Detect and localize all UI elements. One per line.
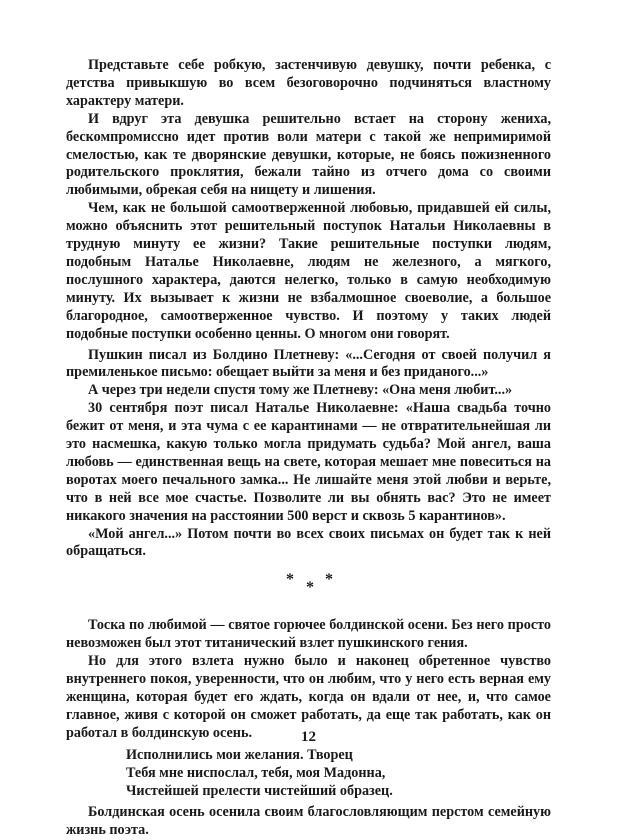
section-separator bbox=[66, 567, 551, 609]
paragraph: И вдруг эта девушка решительно встает на сторону жениха, бескомпромиссно идет против воли матери с такой же непримиримой смелостью, как те дворянские девушки, которые, не боясь пожизненного родительского проклятия, бежали тайно из отчего дома со своими любимыми, обрекая себя на нищету и лишения. bbox=[66, 110, 551, 199]
paragraph: Представьте себе робкую, застенчивую девушку, почти ребенка, с детства привыкшую во всем безоговорочно подчиняться властному характеру матери. bbox=[66, 57, 551, 109]
paragraph: 30 сентября поэт писал Наталье Николаевне: «Наша свадьба точно бежит от меня, и эта чума с ее карантинами — не отвратительнейшая ли это насмешка, какую только могла придумать судьба? Мой ангел, ваша любовь — единственная вещь на свете, которая мешает мне повеситься на воротах моего печального замка... Не лишайте меня этой любви и верьте, что в ней все мое счастье. Позволите ли вы обнять вас? Это не имеет никакого значения на расстоянии 500 верст и сквозь 5 карантинов». bbox=[66, 400, 551, 524]
poem-line: Чистейшей прелести чистейший образец. bbox=[126, 782, 393, 799]
paragraph-text: , да еще так работать, как он работал в болдинскую осень. bbox=[66, 706, 551, 741]
separator-star: * bbox=[306, 579, 314, 597]
separator-star: * bbox=[286, 571, 294, 589]
paragraph: Тоска по любимой — святое горючее болдинской осени. Без него просто невозможен был этот титанический взлет пушкинского гения. bbox=[66, 617, 551, 652]
poem-quote bbox=[126, 747, 551, 801]
poem-line: Исполнились мои желания. Творец bbox=[126, 746, 353, 763]
paragraph: Чем, как не большой самоотверженной любовью, придавшей ей силы, можно объяснить этот решительный поступок Натальи Николаевны в трудную минуту ее жизни? Такие решительные поступки людям, подобным Наталье Николаевне, людям не железного, а мягкого, послушного характера, даются нелегко, только в самую необходимую минуту. Их вызывает к жизни не взбалмошное своеволие, а большое благородное, самоотверженное чувство. И поэтому у таких людей подобные поступки особенно ценны. О многом они говорят. bbox=[66, 200, 551, 342]
page-body bbox=[66, 57, 551, 840]
paragraph: Пушкин писал из Болдино Плетневу: «...Сегодня от своей получил я премиленькое письмо: обещает выйти за меня и без приданого...» bbox=[66, 346, 551, 381]
paragraph: «Мой ангел...» Потом почти во всех своих письмах он будет так к ней обращаться. bbox=[66, 525, 551, 560]
poem-line: Тебя мне ниспослал, тебя, моя Мадонна, bbox=[126, 764, 386, 781]
emphasis-text: сможет работать bbox=[250, 706, 359, 723]
paragraph: А через три недели спустя тому же Плетневу: «Она меня любит...» bbox=[88, 382, 513, 399]
page-number: 12 bbox=[301, 729, 316, 745]
paragraph-text: Но для этого взлета нужно было и наконец обретенное чувство внутреннего покоя, уверенности, что он любим, что у него есть верная ему женщина, которая будет его ждать, когда он вдали от нее, и, что самое главное, живя с которой он bbox=[66, 653, 551, 723]
paragraph: Болдинская осень осенила своим благословляющим перстом семейную жизнь поэта. bbox=[66, 804, 551, 839]
separator-star: * bbox=[325, 571, 333, 589]
